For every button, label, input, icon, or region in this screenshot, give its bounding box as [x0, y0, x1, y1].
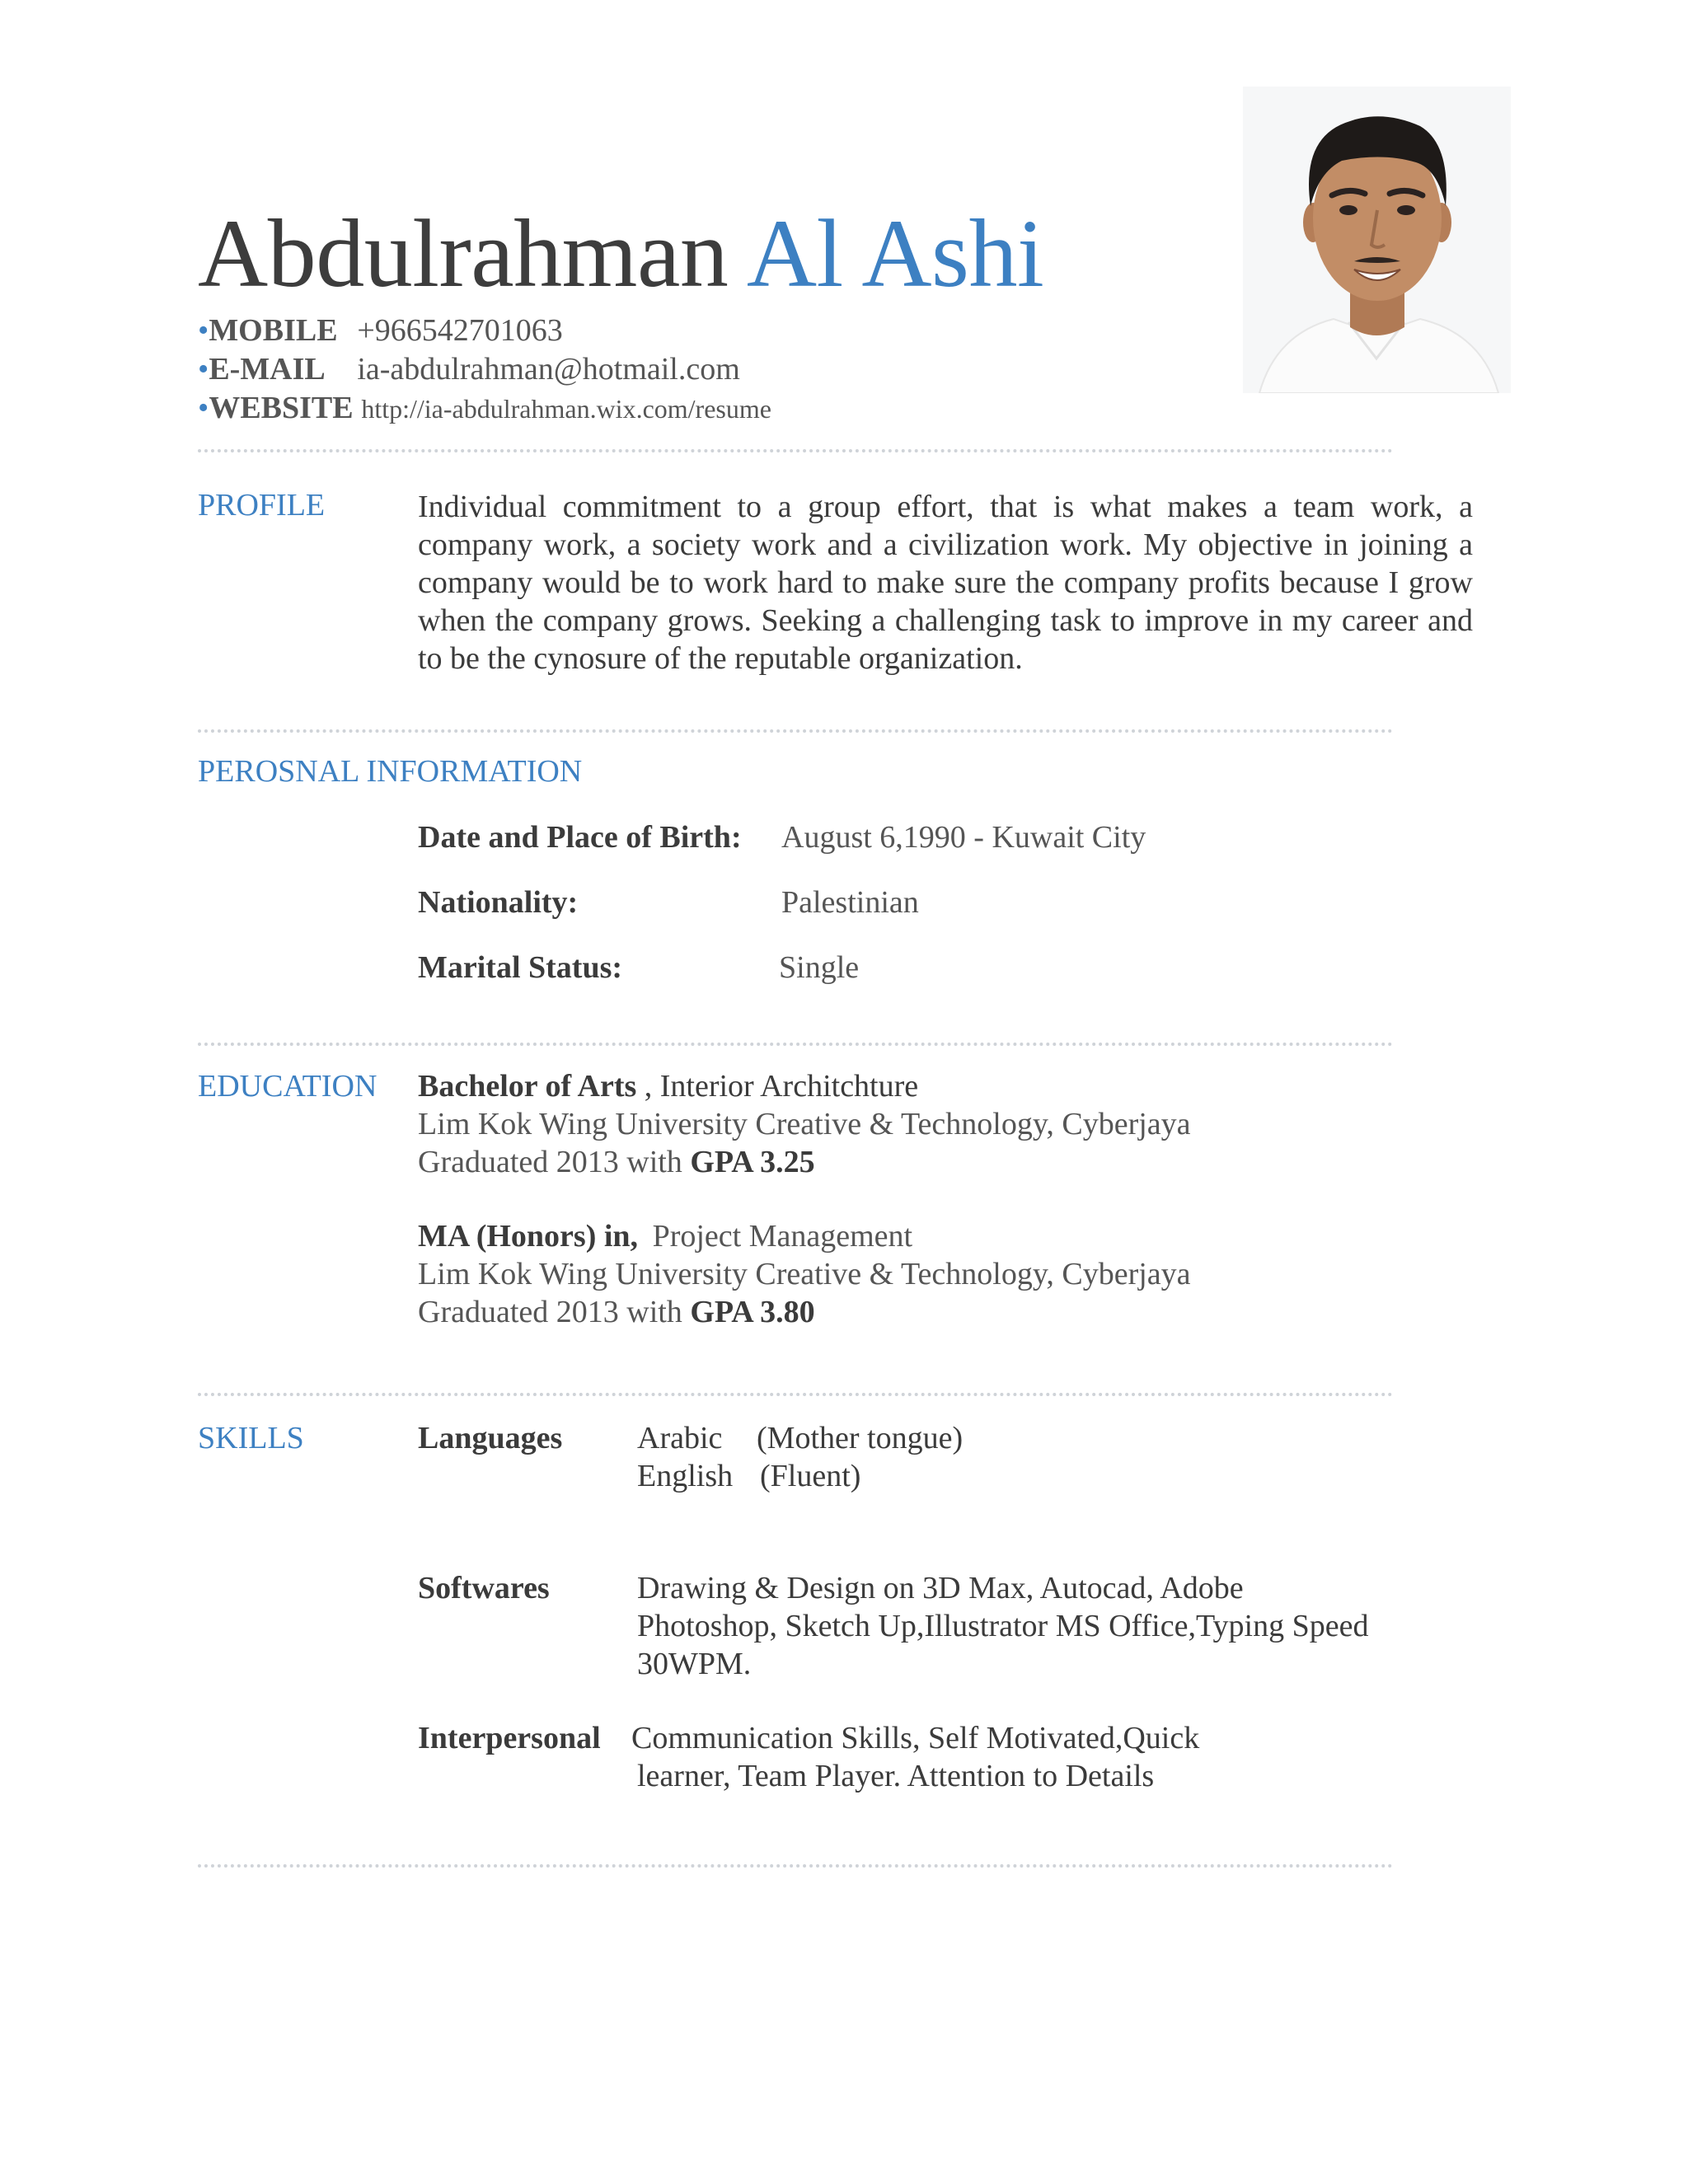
profile-text: Individual commitment to a group effort, that is what makes a team work, a company work, a society work and a civilization work. My objective in joining a company would be to work hard to make sure the company profits because I grow when the company grows. Seeking a challenging task to improve in my career and to be the cynosure of the reputable organization.: [418, 490, 1473, 676]
education-entry-2-title: [418, 1217, 912, 1255]
softwares-line: Photoshop, Sketch Up,Illustrator MS Office,Typing Speed: [637, 1609, 1369, 1643]
degree: Bachelor of Arts: [418, 1069, 637, 1104]
contact-label: WEBSITE: [209, 391, 354, 425]
section-divider: [198, 1393, 1393, 1396]
education-entry-1-school: Lim Kok Wing University Creative & Technology, Cyberjaya: [418, 1107, 1191, 1141]
nationality-label: Nationality:: [418, 885, 579, 920]
last-name: Al Ashi: [746, 199, 1044, 307]
language-level: (Fluent): [760, 1459, 861, 1493]
interpersonal-title: Interpersonal: [418, 1721, 601, 1755]
bullet-icon: •: [198, 352, 209, 387]
skills-heading: SKILLS: [198, 1421, 304, 1455]
contact-value: +966542701063: [357, 313, 563, 348]
education-entry-1-title: [418, 1067, 918, 1105]
languages-title: Languages: [418, 1421, 563, 1455]
contact-mobile: [198, 312, 563, 349]
profile-heading: PROFILE: [198, 488, 326, 523]
interpersonal-line: learner, Team Player. Attention to Details: [637, 1759, 1155, 1793]
education-entry-2-school: Lim Kok Wing University Creative & Technology, Cyberjaya: [418, 1257, 1191, 1291]
softwares-title: Softwares: [418, 1571, 550, 1605]
bullet-icon: •: [198, 313, 209, 348]
section-divider: [198, 1043, 1393, 1046]
contact-value[interactable]: http://ia-abdulrahman.wix.com/resume: [361, 394, 771, 424]
contact-website: [198, 389, 771, 428]
birth-value: August 6,1990 - Kuwait City: [781, 820, 1146, 855]
marital-label: Marital Status:: [418, 950, 623, 985]
education-heading: EDUCATION: [198, 1069, 377, 1104]
profile-photo: [1243, 87, 1511, 393]
language-level: (Mother tongue): [757, 1421, 964, 1455]
gpa: GPA 3.25: [690, 1145, 815, 1179]
interpersonal-line: Communication Skills, Self Motivated,Quick: [631, 1721, 1200, 1755]
bullet-icon: •: [198, 391, 209, 425]
softwares-line: 30WPM.: [637, 1647, 752, 1681]
nationality-value: Palestinian: [781, 885, 919, 920]
marital-value: Single: [779, 950, 860, 985]
grad-text: Graduated 2013 with: [418, 1295, 682, 1329]
education-entry-2-grad: [418, 1293, 815, 1331]
contact-label: E-MAIL: [209, 352, 326, 387]
section-divider: [198, 729, 1393, 733]
field: Project Management: [652, 1219, 913, 1254]
personal-info-heading: PEROSNAL INFORMATION: [198, 754, 583, 789]
contact-label: MOBILE: [209, 313, 338, 348]
section-divider: [198, 1864, 1393, 1868]
education-entry-1-grad: [418, 1143, 815, 1181]
person-portrait-icon: [1243, 87, 1511, 393]
contact-email: [198, 350, 740, 388]
first-name: Abdulrahman: [198, 199, 729, 307]
degree: MA (Honors) in,: [418, 1219, 639, 1254]
grad-text: Graduated 2013 with: [418, 1145, 682, 1179]
language-name: English: [637, 1459, 734, 1493]
softwares-line: Drawing & Design on 3D Max, Autocad, Adobe: [637, 1571, 1244, 1605]
language-name: Arabic: [637, 1421, 723, 1455]
section-divider: [198, 449, 1393, 452]
degree-separator: ,: [636, 1069, 653, 1104]
candidate-name: [198, 196, 1043, 312]
field: Interior Architchture: [659, 1069, 919, 1104]
contact-value[interactable]: ia-abdulrahman@hotmail.com: [357, 352, 740, 387]
birth-label: Date and Place of Birth:: [418, 820, 742, 855]
gpa: GPA 3.80: [690, 1295, 815, 1329]
